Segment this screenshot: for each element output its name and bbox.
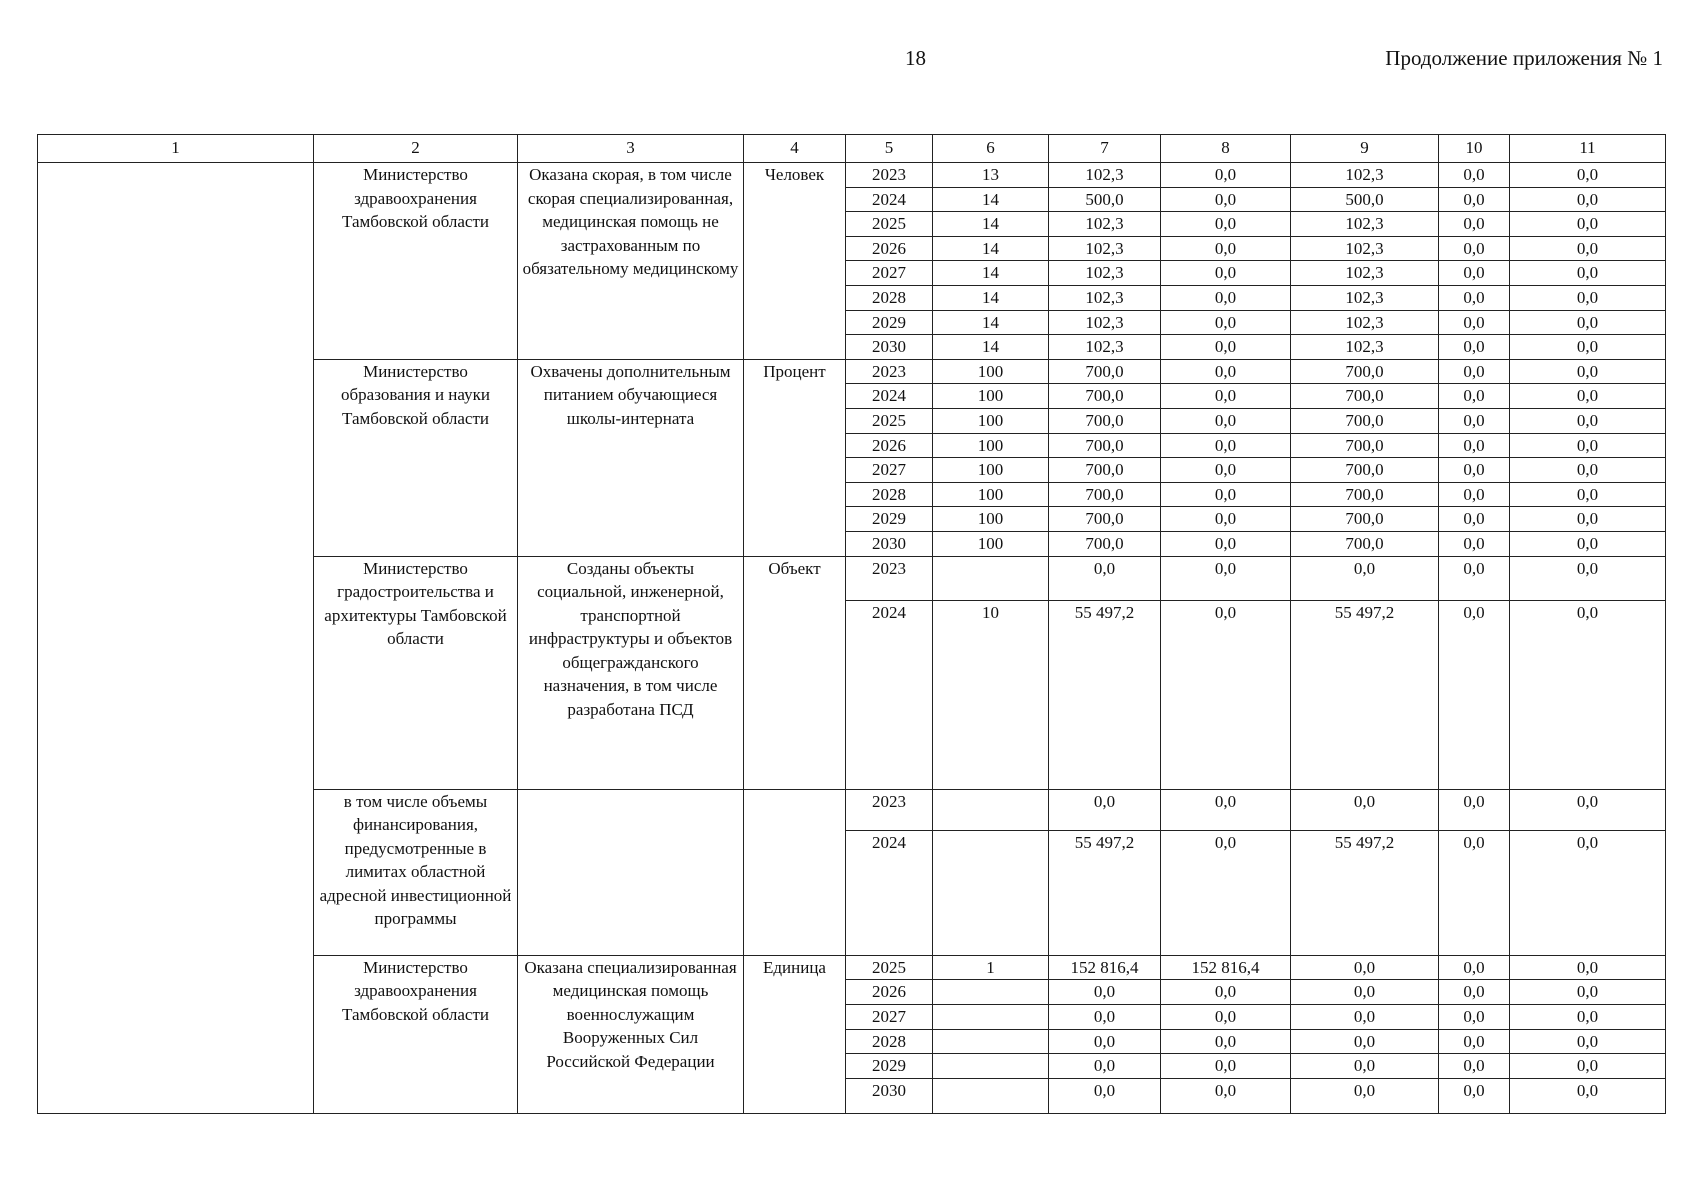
value-cell: 0,0: [1161, 163, 1291, 188]
result-cell: Оказана специализированная медицинская помощь военнослужащим Вооруженных Сил Российской Федерации: [518, 955, 744, 1114]
executor-cell: Министерство образования и науки Тамбовской области: [314, 359, 518, 556]
value-cell: 0,0: [1439, 261, 1510, 286]
value-cell: 0,0: [1439, 830, 1510, 955]
value-cell: 700,0: [1049, 359, 1161, 384]
value-cell: 0,0: [1439, 359, 1510, 384]
value-cell: 14: [933, 285, 1049, 310]
value-cell: [933, 1004, 1049, 1029]
value-cell: 13: [933, 163, 1049, 188]
value-cell: 0,0: [1049, 1079, 1161, 1114]
value-cell: 0,0: [1510, 163, 1666, 188]
value-cell: 0,0: [1291, 1029, 1439, 1054]
value-cell: 700,0: [1291, 482, 1439, 507]
value-cell: 0,0: [1161, 212, 1291, 237]
value-cell: 700,0: [1049, 408, 1161, 433]
value-cell: 0,0: [1049, 1054, 1161, 1079]
value-cell: 102,3: [1049, 236, 1161, 261]
header-cell: 7: [1049, 135, 1161, 163]
value-cell: 0,0: [1510, 408, 1666, 433]
result-cell: Охвачены дополнительным питанием обучающиеся школы-интерната: [518, 359, 744, 556]
value-cell: 0,0: [1439, 1004, 1510, 1029]
value-cell: [933, 1029, 1049, 1054]
value-cell: 0,0: [1161, 408, 1291, 433]
value-cell: 0,0: [1161, 285, 1291, 310]
value-cell: 0,0: [1439, 1029, 1510, 1054]
page-number: 18: [905, 46, 926, 70]
value-cell: 102,3: [1291, 212, 1439, 237]
value-cell: 55 497,2: [1049, 830, 1161, 955]
value-cell: 700,0: [1049, 433, 1161, 458]
value-cell: 500,0: [1049, 187, 1161, 212]
value-cell: 700,0: [1291, 458, 1439, 483]
value-cell: 0,0: [1439, 384, 1510, 409]
value-cell: 102,3: [1049, 335, 1161, 360]
value-cell: 102,3: [1291, 310, 1439, 335]
year-cell: 2024: [846, 830, 933, 955]
executor-cell: в том числе объемы финансирования, предусмотренные в лимитах областной адресной инвестиционной программы: [314, 789, 518, 955]
value-cell: 100: [933, 482, 1049, 507]
value-cell: 0,0: [1161, 556, 1291, 600]
value-cell: 102,3: [1049, 310, 1161, 335]
year-cell: 2030: [846, 531, 933, 556]
year-cell: 2026: [846, 236, 933, 261]
year-cell: 2026: [846, 980, 933, 1005]
value-cell: 0,0: [1439, 556, 1510, 600]
value-cell: 0,0: [1510, 600, 1666, 789]
value-cell: 700,0: [1291, 507, 1439, 532]
value-cell: 14: [933, 187, 1049, 212]
year-cell: 2029: [846, 310, 933, 335]
value-cell: 0,0: [1439, 212, 1510, 237]
value-cell: 102,3: [1049, 261, 1161, 286]
value-cell: 0,0: [1161, 830, 1291, 955]
value-cell: 0,0: [1161, 359, 1291, 384]
value-cell: 100: [933, 359, 1049, 384]
executor-cell: Министерство здравоохранения Тамбовской области: [314, 955, 518, 1114]
value-cell: 0,0: [1510, 1029, 1666, 1054]
data-table: [37, 134, 1666, 1114]
value-cell: 100: [933, 433, 1049, 458]
value-cell: 102,3: [1049, 163, 1161, 188]
value-cell: 0,0: [1049, 980, 1161, 1005]
value-cell: 152 816,4: [1161, 955, 1291, 980]
value-cell: 700,0: [1291, 433, 1439, 458]
value-cell: 0,0: [1161, 789, 1291, 830]
value-cell: 0,0: [1439, 955, 1510, 980]
value-cell: 0,0: [1161, 507, 1291, 532]
value-cell: 55 497,2: [1049, 600, 1161, 789]
value-cell: 0,0: [1439, 458, 1510, 483]
value-cell: 102,3: [1291, 236, 1439, 261]
unit-cell: Объект: [744, 556, 846, 789]
value-cell: 0,0: [1049, 556, 1161, 600]
value-cell: 14: [933, 261, 1049, 286]
value-cell: 0,0: [1439, 285, 1510, 310]
year-cell: 2030: [846, 1079, 933, 1114]
value-cell: 0,0: [1161, 482, 1291, 507]
value-cell: 0,0: [1161, 1054, 1291, 1079]
value-cell: 0,0: [1510, 1004, 1666, 1029]
value-cell: 14: [933, 236, 1049, 261]
value-cell: 0,0: [1161, 310, 1291, 335]
value-cell: 0,0: [1291, 955, 1439, 980]
value-cell: 0,0: [1291, 1079, 1439, 1114]
value-cell: 0,0: [1510, 789, 1666, 830]
value-cell: 0,0: [1161, 531, 1291, 556]
value-cell: [933, 1079, 1049, 1114]
value-cell: 14: [933, 310, 1049, 335]
value-cell: 0,0: [1510, 212, 1666, 237]
value-cell: 700,0: [1049, 482, 1161, 507]
value-cell: 0,0: [1510, 384, 1666, 409]
value-cell: 0,0: [1510, 335, 1666, 360]
result-cell: Созданы объекты социальной, инженерной, транспортной инфраструктуры и объектов общегражданского назначения, в том числе разработана ПСД: [518, 556, 744, 789]
value-cell: 700,0: [1049, 384, 1161, 409]
value-cell: 0,0: [1510, 187, 1666, 212]
year-cell: 2024: [846, 187, 933, 212]
header-cell: 1: [38, 135, 314, 163]
value-cell: 14: [933, 335, 1049, 360]
year-cell: 2027: [846, 261, 933, 286]
appendix-caption: Продолжение приложения № 1: [1385, 46, 1663, 70]
column-1-cell: [38, 163, 314, 1114]
value-cell: 700,0: [1049, 507, 1161, 532]
year-cell: 2025: [846, 408, 933, 433]
header-cell: 5: [846, 135, 933, 163]
year-cell: 2024: [846, 384, 933, 409]
value-cell: 0,0: [1510, 433, 1666, 458]
value-cell: 14: [933, 212, 1049, 237]
value-cell: 0,0: [1049, 789, 1161, 830]
header-cell: 11: [1510, 135, 1666, 163]
year-cell: 2028: [846, 285, 933, 310]
header-cell: 6: [933, 135, 1049, 163]
year-cell: 2023: [846, 163, 933, 188]
executor-cell: Министерство здравоохранения Тамбовской области: [314, 163, 518, 360]
year-cell: 2024: [846, 600, 933, 789]
value-cell: 100: [933, 531, 1049, 556]
value-cell: 102,3: [1049, 212, 1161, 237]
value-cell: 0,0: [1510, 556, 1666, 600]
value-cell: 0,0: [1510, 236, 1666, 261]
value-cell: 0,0: [1510, 359, 1666, 384]
value-cell: 0,0: [1161, 433, 1291, 458]
unit-cell: [744, 789, 846, 955]
value-cell: 0,0: [1161, 980, 1291, 1005]
value-cell: 0,0: [1510, 980, 1666, 1005]
value-cell: 700,0: [1049, 458, 1161, 483]
value-cell: 0,0: [1291, 1054, 1439, 1079]
unit-cell: Процент: [744, 359, 846, 556]
value-cell: 100: [933, 458, 1049, 483]
value-cell: 0,0: [1291, 1004, 1439, 1029]
value-cell: 0,0: [1510, 458, 1666, 483]
executor-cell: Министерство градостроительства и архитектуры Тамбовской области: [314, 556, 518, 789]
value-cell: 0,0: [1161, 335, 1291, 360]
value-cell: [933, 830, 1049, 955]
value-cell: 0,0: [1439, 187, 1510, 212]
year-cell: 2028: [846, 1029, 933, 1054]
value-cell: [933, 789, 1049, 830]
value-cell: 10: [933, 600, 1049, 789]
value-cell: 0,0: [1049, 1029, 1161, 1054]
header-cell: 4: [744, 135, 846, 163]
value-cell: 0,0: [1161, 1079, 1291, 1114]
value-cell: 0,0: [1439, 408, 1510, 433]
unit-cell: Единица: [744, 955, 846, 1114]
value-cell: 0,0: [1510, 482, 1666, 507]
value-cell: 500,0: [1291, 187, 1439, 212]
value-cell: 0,0: [1510, 285, 1666, 310]
year-cell: 2025: [846, 955, 933, 980]
value-cell: 0,0: [1439, 482, 1510, 507]
result-cell: [518, 789, 744, 955]
value-cell: 0,0: [1439, 163, 1510, 188]
value-cell: [933, 556, 1049, 600]
year-cell: 2023: [846, 789, 933, 830]
value-cell: [933, 980, 1049, 1005]
value-cell: 0,0: [1049, 1004, 1161, 1029]
value-cell: 0,0: [1510, 830, 1666, 955]
value-cell: 100: [933, 507, 1049, 532]
value-cell: 0,0: [1161, 261, 1291, 286]
value-cell: 0,0: [1161, 1029, 1291, 1054]
year-cell: 2027: [846, 458, 933, 483]
year-cell: 2023: [846, 359, 933, 384]
year-cell: 2029: [846, 507, 933, 532]
value-cell: 0,0: [1439, 1054, 1510, 1079]
value-cell: 0,0: [1161, 384, 1291, 409]
value-cell: 0,0: [1510, 531, 1666, 556]
header-cell: 2: [314, 135, 518, 163]
value-cell: 0,0: [1510, 1054, 1666, 1079]
value-cell: 0,0: [1439, 507, 1510, 532]
value-cell: 102,3: [1291, 261, 1439, 286]
header-cell: 10: [1439, 135, 1510, 163]
value-cell: 0,0: [1510, 955, 1666, 980]
year-cell: 2025: [846, 212, 933, 237]
header-cell: 3: [518, 135, 744, 163]
value-cell: 0,0: [1510, 310, 1666, 335]
value-cell: 700,0: [1291, 531, 1439, 556]
value-cell: [933, 1054, 1049, 1079]
value-cell: 700,0: [1291, 384, 1439, 409]
value-cell: 55 497,2: [1291, 830, 1439, 955]
value-cell: 0,0: [1510, 1079, 1666, 1114]
result-cell: Оказана скорая, в том числе скорая специализированная, медицинская помощь не застрахованным по обязательному медицинскому: [518, 163, 744, 360]
value-cell: 0,0: [1510, 261, 1666, 286]
year-cell: 2030: [846, 335, 933, 360]
value-cell: 0,0: [1291, 980, 1439, 1005]
value-cell: 0,0: [1291, 556, 1439, 600]
year-cell: 2029: [846, 1054, 933, 1079]
value-cell: 0,0: [1439, 335, 1510, 360]
value-cell: 700,0: [1291, 408, 1439, 433]
value-cell: 100: [933, 384, 1049, 409]
value-cell: 55 497,2: [1291, 600, 1439, 789]
value-cell: 0,0: [1510, 507, 1666, 532]
value-cell: 102,3: [1291, 163, 1439, 188]
value-cell: 0,0: [1439, 980, 1510, 1005]
value-cell: 0,0: [1439, 1079, 1510, 1114]
header-cell: 9: [1291, 135, 1439, 163]
header-cell: 8: [1161, 135, 1291, 163]
value-cell: 0,0: [1439, 600, 1510, 789]
value-cell: 0,0: [1439, 236, 1510, 261]
year-cell: 2023: [846, 556, 933, 600]
value-cell: 0,0: [1439, 433, 1510, 458]
value-cell: 102,3: [1291, 285, 1439, 310]
unit-cell: Человек: [744, 163, 846, 360]
header-row: [38, 135, 1666, 163]
value-cell: 0,0: [1439, 531, 1510, 556]
table-row: [38, 163, 1666, 188]
value-cell: 0,0: [1161, 187, 1291, 212]
year-cell: 2028: [846, 482, 933, 507]
value-cell: 0,0: [1161, 236, 1291, 261]
value-cell: 100: [933, 408, 1049, 433]
value-cell: 0,0: [1161, 458, 1291, 483]
value-cell: 0,0: [1161, 1004, 1291, 1029]
value-cell: 0,0: [1439, 310, 1510, 335]
value-cell: 700,0: [1291, 359, 1439, 384]
value-cell: 0,0: [1161, 600, 1291, 789]
value-cell: 152 816,4: [1049, 955, 1161, 980]
year-cell: 2027: [846, 1004, 933, 1029]
year-cell: 2026: [846, 433, 933, 458]
value-cell: 102,3: [1049, 285, 1161, 310]
value-cell: 102,3: [1291, 335, 1439, 360]
value-cell: 0,0: [1439, 789, 1510, 830]
value-cell: 1: [933, 955, 1049, 980]
value-cell: 700,0: [1049, 531, 1161, 556]
value-cell: 0,0: [1291, 789, 1439, 830]
